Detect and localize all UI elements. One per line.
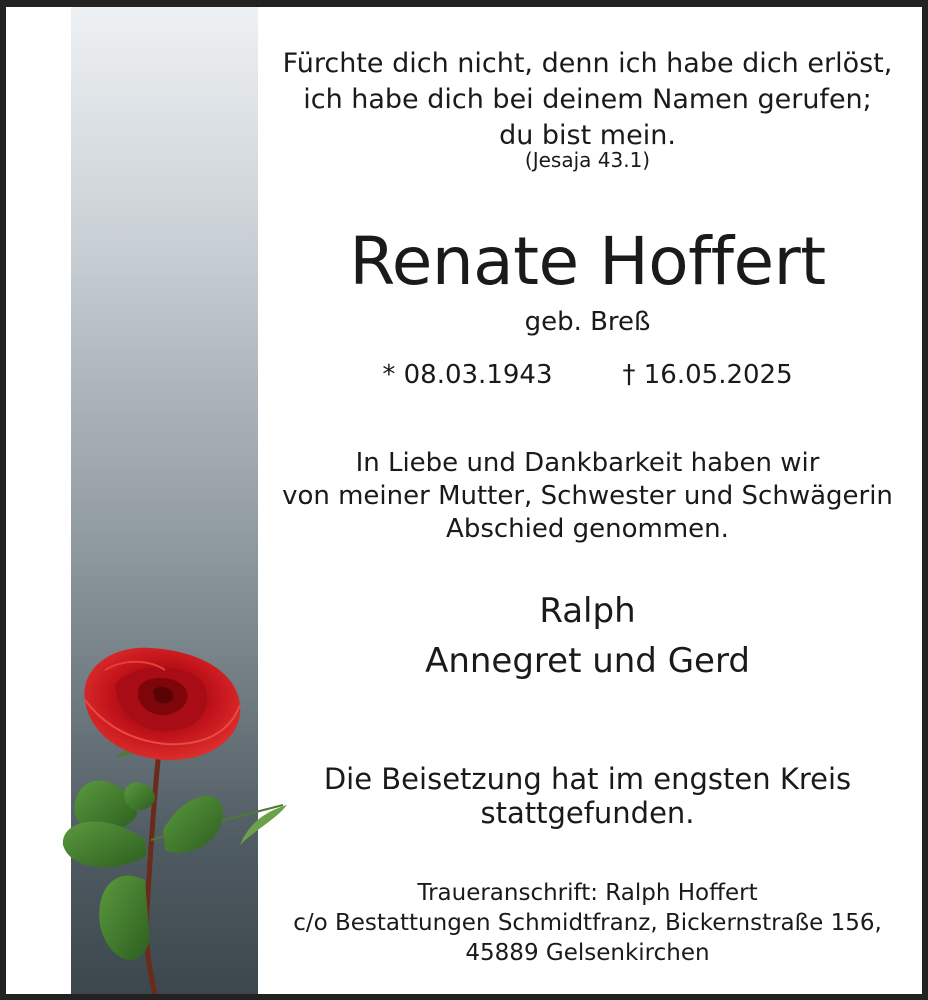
mourner-name: Ralph: [539, 591, 636, 631]
verse-line: Fürchte dich nicht, denn ich habe dich erlöst,: [282, 48, 893, 79]
verse-line: ich habe dich bei deinem Namen gerufen;: [303, 84, 872, 115]
address-line: 45889 Gelsenkirchen: [465, 940, 710, 966]
burial-notice: [270, 762, 905, 830]
address-line: c/o Bestattungen Schmidtfranz, Bickernstraße 156,: [293, 910, 882, 936]
mourners: [270, 586, 905, 686]
farewell-line: von meiner Mutter, Schwester und Schwägerin: [282, 481, 893, 511]
burial-line: stattgefunden.: [480, 796, 695, 830]
verse-line: du bist mein.: [499, 120, 676, 151]
farewell-line: Abschied genommen.: [446, 514, 729, 544]
red-rose-icon: [55, 640, 295, 994]
mourning-address: [270, 878, 905, 968]
bible-verse: [270, 46, 905, 154]
deceased-name: Renate Hoffert: [349, 223, 826, 300]
farewell-text: [270, 447, 905, 546]
maiden-name: geb. Breß: [524, 307, 651, 337]
death-date: † 16.05.2025: [622, 360, 793, 390]
address-line: Traueranschrift: Ralph Hoffert: [417, 880, 758, 906]
life-dates: [270, 360, 905, 390]
burial-line: Die Beisetzung hat im engsten Kreis: [323, 762, 852, 796]
mourner-name: Annegret und Gerd: [425, 641, 750, 681]
verse-reference: (Jesaja 43.1): [524, 148, 651, 172]
farewell-line: In Liebe und Dankbarkeit haben wir: [355, 448, 820, 478]
birth-date: * 08.03.1943: [382, 360, 553, 390]
